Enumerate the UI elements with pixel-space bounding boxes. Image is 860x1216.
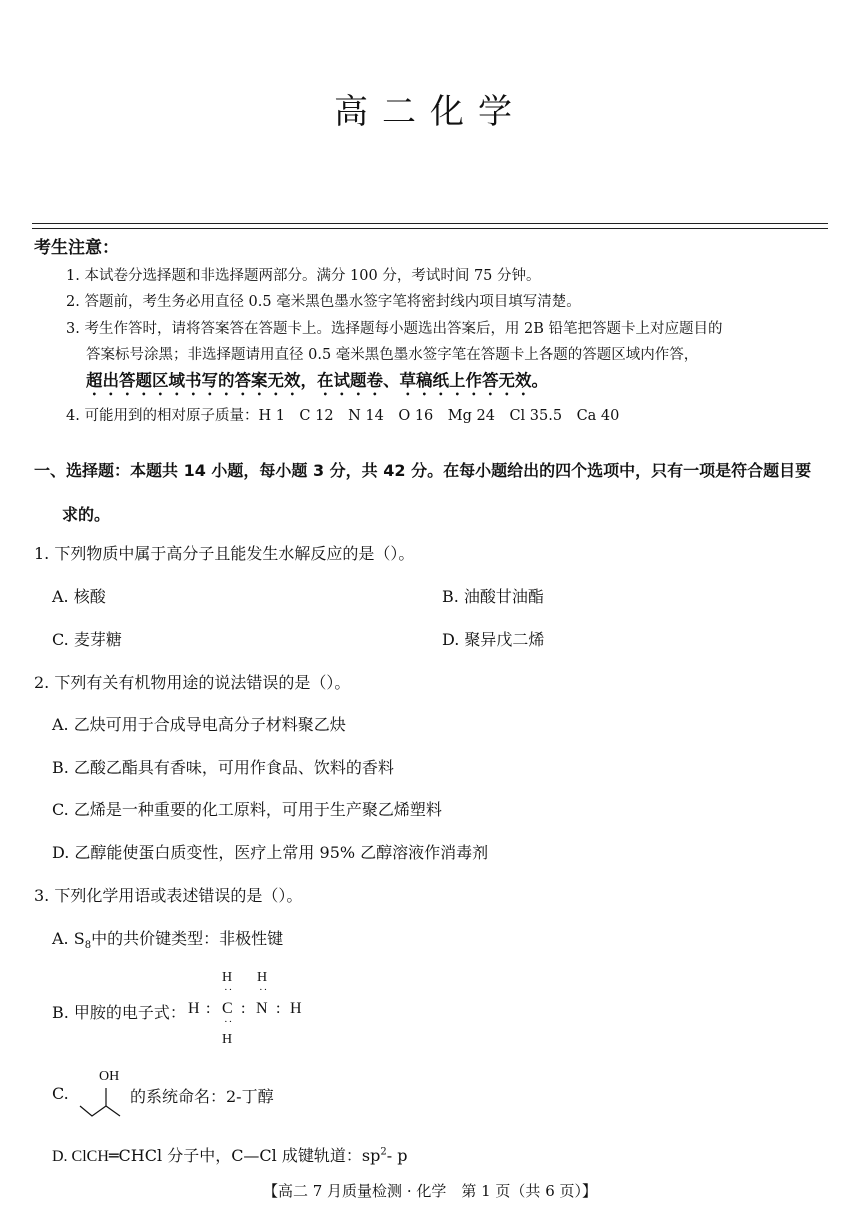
q1-option-a: A. 核酸	[52, 587, 106, 606]
notice-item-4: 4. 可能用到的相对原子质量：H 1 C 12 N 14 O 16 Mg 24 Cl 35.5 Ca 40	[66, 408, 620, 424]
q3-b-colon-1: :	[206, 1000, 211, 1017]
q3-a-rest: 中的共价键类型：非极性键	[91, 929, 284, 948]
page-footer: 【高二 7 月质量检测 · 化学 第 1 页（共 6 页）】	[262, 1182, 598, 1200]
q3-b-h-bottom: H	[222, 1032, 233, 1047]
q3-d-sup: 2	[380, 1146, 387, 1158]
q3-a-prefix: A. S	[52, 929, 85, 948]
q2-option-b: B. 乙酸乙酯具有香味，可用作食品、饮料的香料	[52, 758, 394, 777]
notice-emphasis: 超出答题区域书写的答案无效，在试题卷、草稿纸上作答无效。	[86, 371, 548, 390]
notice-item-2: 2. 答题前，考生务必用直径 0.5 毫米黑色墨水签字笔将密封线内项目填写清楚。	[66, 294, 581, 310]
q3-d-mid: CHCl 分子中，C—Cl 成键轨道：sp	[118, 1146, 381, 1165]
q3-c-skeletal-structure	[78, 1086, 124, 1118]
notice-item-3-cont: 答案标号涂黑；非选择题请用直径 0.5 毫米黑色墨水签字笔在答题卡上各题的答题区域内作答，	[86, 347, 699, 363]
q3-option-d	[52, 1143, 407, 1166]
q3-b-h-top2: H	[257, 970, 268, 985]
notice-item-3: 3. 考生作答时，请将答案答在答题卡上。选择题每小题选出答案后，用 2B 铅笔把答题卡上对应题目的	[66, 321, 723, 337]
q3-b-h-right: H	[290, 1000, 302, 1017]
header-rule-top	[32, 223, 828, 224]
notice-item-1: 1. 本试卷分选择题和非选择题两部分。满分 100 分，考试时间 75 分钟。	[66, 268, 541, 284]
q3-a-sub: 8	[84, 940, 92, 952]
section-heading-line1: 一、选择题：本题共 14 小题，每小题 3 分，共 42 分。在每小题给出的四个选项中，只有一项是符合题目要	[34, 461, 812, 480]
q3-c-oh: OH	[99, 1069, 120, 1084]
q3-option-b-prefix: B. 甲胺的电子式：	[52, 1003, 186, 1022]
q2-option-c: C. 乙烯是一种重要的化工原料，可用于生产聚乙烯塑料	[52, 800, 442, 819]
q3-option-a	[52, 926, 283, 951]
q3-b-n: N	[256, 1000, 268, 1017]
page-title: 高二化学	[334, 92, 526, 132]
notice-heading: 考生注意：	[34, 238, 119, 258]
q2-stem: 2. 下列有关有机物用途的说法错误的是（）。	[34, 673, 351, 692]
q3-b-h-left: H	[188, 1000, 200, 1017]
q1-option-b: B. 油酸甘油酯	[442, 587, 544, 606]
q1-option-c: C. 麦芽糖	[52, 630, 122, 649]
q3-b-colon-3: :	[276, 1000, 281, 1017]
q3-option-c-rest: 的系统命名：2-丁醇	[130, 1087, 274, 1106]
q3-stem: 3. 下列化学用语或表述错误的是（）。	[34, 886, 303, 905]
q3-d-prefix: D. ClCH	[52, 1148, 109, 1165]
q3-b-c: C	[222, 1000, 233, 1017]
double-bond-icon: ═	[108, 1146, 119, 1165]
q2-option-a: A. 乙炔可用于合成导电高分子材料聚乙炔	[52, 715, 346, 734]
q3-b-h-top1: H	[222, 970, 233, 985]
q3-b-dots-bottom: ··	[224, 1016, 234, 1028]
q3-d-tail: - p	[386, 1146, 408, 1165]
q1-stem: 1. 下列物质中属于高分子且能发生水解反应的是（）。	[34, 544, 415, 563]
q2-option-d: D. 乙醇能使蛋白质变性，医疗上常用 95% 乙醇溶液作消毒剂	[52, 843, 489, 862]
q3-b-colon-2: :	[241, 1000, 246, 1017]
q3-b-dots-top1: ··	[224, 984, 234, 996]
q3-b-dots-top2: ··	[259, 984, 269, 996]
q3-option-c-prefix: C.	[52, 1084, 69, 1103]
section-heading-line2: 求的。	[62, 505, 111, 524]
q1-option-d: D. 聚异戊二烯	[442, 630, 545, 649]
header-rule-bottom	[32, 228, 828, 229]
